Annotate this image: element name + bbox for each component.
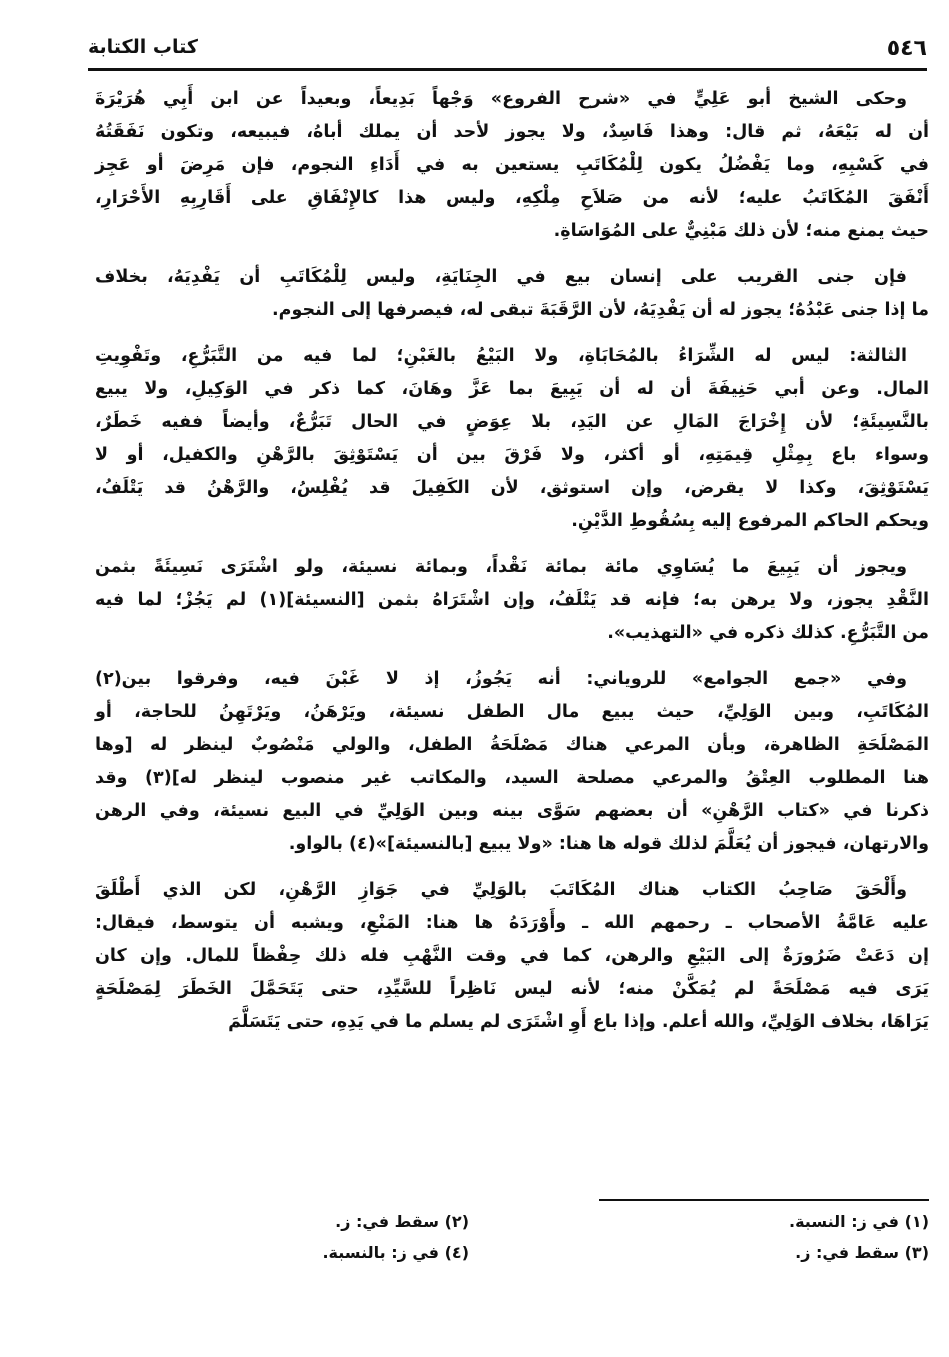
footnote-rule [599, 1199, 929, 1201]
line-text: وفي «جمع الجوامع» للروياني: أنه يَجُوزُ، إذ لا غَبْنَ فيه، وفرقوا بين(٢) [95, 669, 907, 689]
text-line [95, 406, 929, 439]
line-text: يَسْتَوْثِقَ، وكذا لا يقرض، وإن استوثق، لأن الكَفِيلَ قد يُفْلِسُ، والرَّهْنُ قد يَتْلَفُ، [95, 478, 929, 498]
line-text: المُكَاتَبِ، وبين الوَلِيِّ، حيث يبيع مال الطفل نسيئة، ويَرْهَنُ، ويَرْتَهِنُ للحاجة، أو [95, 702, 929, 722]
text-line [95, 973, 929, 1006]
header-rule [88, 68, 927, 71]
line-text: النَّقْدِ يجوز، ولا يرهن به؛ فإنه قد يَتْلَفُ، وإن اشْتَرَاهُ بثمن [النسيئة](١) لم يَجُزْ؛ لما فيه [95, 590, 929, 610]
section-lead: الثالثة: [849, 346, 907, 366]
main-text [95, 83, 929, 1052]
line-text: ما إذا جنى عَبْدُهُ؛ يجوز له أن يَفْدِيَهُ، لأن الرَّقَبَةَ تبقى له، فيصرفها إلى النجوم. [272, 300, 929, 320]
text-line [95, 1006, 929, 1039]
paragraph [95, 551, 929, 650]
line-text: ليس له الشِّرَاءُ بالمُحَابَاةِ، ولا البَيْعُ بالغَبْنِ؛ لما فيه من التَّبَرُّعِ، وتَفْوِيتِ [95, 346, 850, 366]
text-line [95, 182, 929, 215]
line-text: أَنْفَقَ المُكَاتَبُ عليه؛ لأنه من صَلاَحِ مِلْكِهِ، وليس هذا كالإِنْفَاقِ على أَقَارِبِهِ الأَحْرَارِ، [95, 188, 929, 208]
paragraph [95, 340, 929, 538]
line-text: وحكى الشيخ أبو عَلِيٍّ في «شرح الفروع» وَجْهاً بَدِيعاً، وبعيداً عن ابن أَبِي هُرَيْرَةَ [95, 89, 907, 109]
text-line [95, 294, 929, 327]
line-text: هنا المطلوب العِتْقُ والمرعي مصلحة السيد، والمكاتب غير منصوب لينظر له](٣) وقد [95, 768, 929, 788]
paragraph [95, 874, 929, 1039]
footnote-3: (٣) سقط في: ز. [795, 1243, 929, 1262]
line-text: أن له بَيْعَهُ، ثم قال: وهذا فَاسِدٌ، ولا يجوز لأحد أن يملك أباهُ، فيبيعه، وتكون نَفَقَتُهُ [95, 122, 929, 142]
text-line [95, 439, 929, 472]
line-text: المَصْلَحَةِ الظاهرة، وبأن المرعي هناك مَصْلَحَةُ الطفل، والولي مَنْصُوبٌ لينظر له [وها [95, 735, 929, 755]
text-line [95, 729, 929, 762]
line-text: وسواء باع بِمِثْلِ قِيمَتِهِ، أو أكثر، ولا فَرْقَ بين أن يَسْتَوْثِقَ بالرَّهْنِ والكفيل، أو لا [95, 445, 929, 465]
text-line [95, 584, 929, 617]
line-text: حيث يمنع منه؛ لأن ذلك مَبْنِيٌّ على المُوَاسَاةِ. [553, 221, 929, 241]
line-text: المال. وعن أبي حَنِيفَةَ أن له أن يَبِيعَ بما عَزَّ وهَانَ، كما ذكر في الوَكِيلِ، ولا يبيع [95, 379, 929, 399]
text-line [95, 261, 929, 294]
footnote-1: (١) في ز: النسبة. [789, 1212, 929, 1231]
text-line [95, 340, 929, 373]
text-line [95, 505, 929, 538]
line-text: بالنَّسِيئَةِ؛ لأن إِخْرَاجَ المَالِ عن اليَدِ، بلا عِوَضٍ في الحال تَبَرُّعٌ، وأيضاً ففيه خَطَرٌ، [95, 412, 929, 432]
line-text: عليه عَامَّةُ الأصحاب ـ رحمهم الله ـ وأَوْرَدَهُ ها هنا: المَنْعِ، ويشبه أن يتوسط، فيقال: [95, 913, 929, 933]
text-line [95, 215, 929, 248]
line-text: إن دَعَتْ ضَرُورَةٌ إلى البَيْعِ والرهن، كما في وقت النَّهْبِ فله ذلك حِفْظاً للمال. وإن كان [95, 946, 929, 966]
footnote-4: (٤) في ز: بالنسبة. [322, 1243, 469, 1262]
text-line [95, 828, 929, 861]
line-text: ذكرنا في «كتاب الرَّهْنِ» أن بعضهم سَوَّى بينه وبين الوَلِيِّ في البيع نسيئة، وفي الرهن [95, 801, 929, 821]
text-line [95, 551, 929, 584]
line-text: والارتهان، فيجوز أن يُعَلَّمَ لذلك قوله ها هنا: «ولا يبيع [بالنسيئة]»(٤) بالواو. [288, 834, 929, 854]
page-header [88, 32, 927, 66]
line-text: في كَسْبِهِ، وما يَفْضُلُ يكون لِلْمُكَاتَبِ يستعين به في أَدَاءِ النجوم، فإن مَرِضَ أو عَجِز [95, 155, 929, 175]
line-text: فإن جنى القريب على إنسان بيع في الجِنَايَةِ، وليس لِلْمُكَاتَبِ أن يَفْدِيَهُ، بخلاف [95, 267, 907, 287]
line-text: يَرَاهَا، بخلاف الوَلِيِّ، والله أعلم. وإذا باع أَوِ اشْتَرَى لم يسلم ما في يَدِهِ، حتى يَتَسَلَّمَ [228, 1012, 929, 1032]
text-line [95, 696, 929, 729]
paragraph [95, 261, 929, 327]
paragraph [95, 663, 929, 861]
line-text: من التَّبَرُّعِ. كذلك ذكره في «التهذيب». [607, 623, 929, 643]
text-line [95, 940, 929, 973]
text-line [95, 373, 929, 406]
running-title: كتاب الكتابة [88, 36, 198, 58]
text-line [95, 116, 929, 149]
line-text: ويحكم الحاكم المرفوع إليه بِسُقُوطِ الدَّيْنِ. [571, 511, 929, 531]
line-text: يَرَى فيه مَصْلَحَةً لم يُمَكَّنْ منه؛ لأنه ليس نَاظِراً للسَّيِّدِ، حتى يَتَحَمَّلَ الخَطَرَ لِمَصْلَحَةٍ [95, 979, 929, 999]
text-line [95, 795, 929, 828]
paragraph [95, 83, 929, 248]
text-line [95, 83, 929, 116]
text-line [95, 663, 929, 696]
line-text: ويجوز أن يَبِيعَ ما يُسَاوِي مائة بمائة نَقْداً، وبمائة نسيئة، ولو اشْتَرَى نَسِيئَةً بثمن [95, 557, 907, 577]
text-line [95, 617, 929, 650]
text-line [95, 874, 929, 907]
text-line [95, 762, 929, 795]
text-line [95, 472, 929, 505]
line-text: وأَلْحَقَ صَاحِبُ الكتاب هناك المُكَاتَبَ بالوَلِيِّ في جَوَازِ الرَّهْنِ، لكن الذي أَطْلَقَ [95, 880, 907, 900]
footnote-2: (٢) سقط في: ز. [335, 1212, 469, 1231]
page-number: ٥٤٦ [886, 36, 927, 61]
text-line [95, 149, 929, 182]
text-line [95, 907, 929, 940]
